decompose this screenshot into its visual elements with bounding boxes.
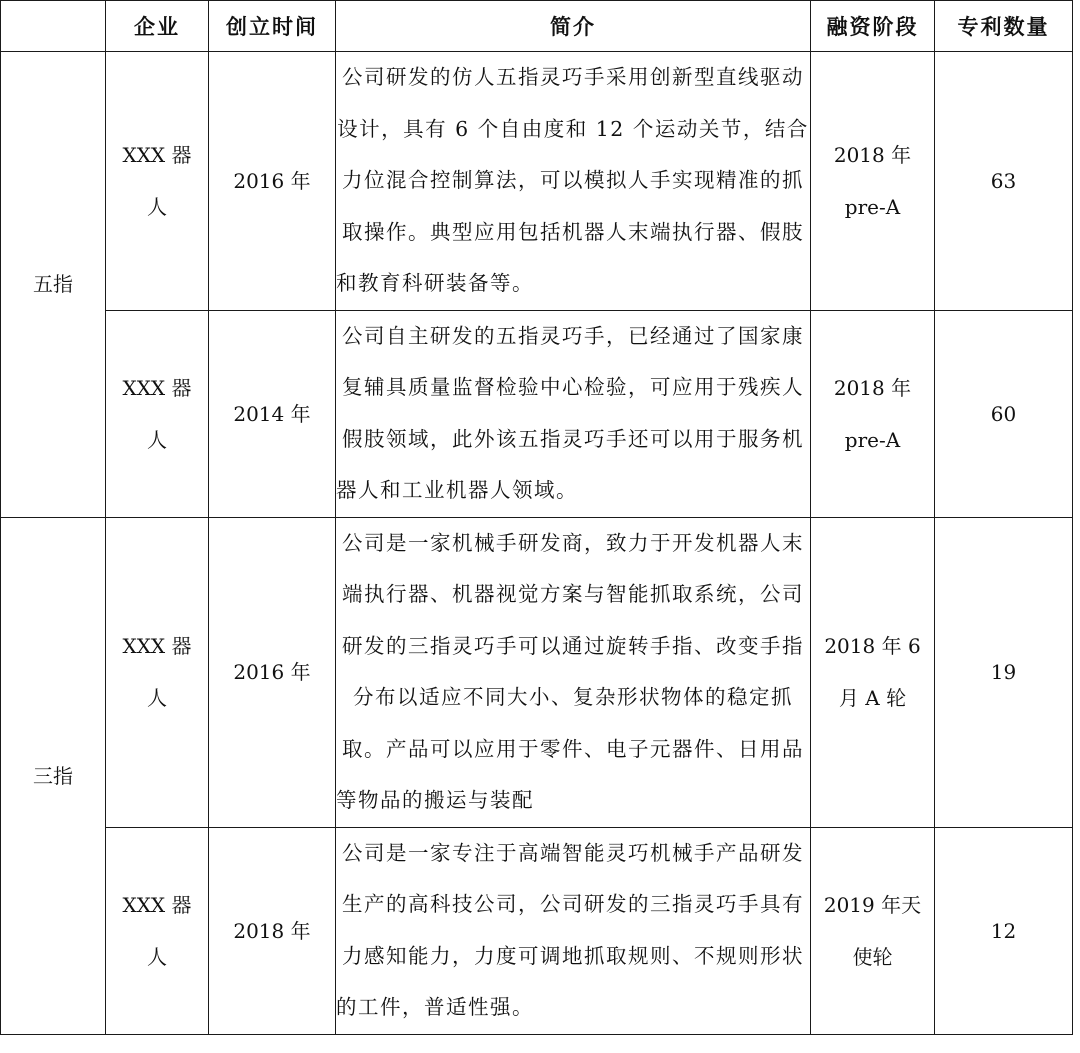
header-funding: 融资阶段 [811, 1, 935, 52]
company-name-line: 人 [147, 686, 167, 710]
patents-cell: 63 [935, 52, 1073, 311]
group-three-finger: 三指 [1, 517, 106, 1034]
funding-line: 2018 年 [833, 375, 912, 400]
company-cell [106, 517, 209, 827]
funding-line: 月 A 轮 [838, 686, 907, 710]
funding-cell [811, 52, 935, 311]
group-five-finger: 五指 [1, 52, 106, 518]
header-intro: 简介 [336, 1, 811, 52]
table-row [1, 52, 1073, 311]
funding-line: 2018 年 6 [824, 634, 921, 658]
funding-line: 使轮 [852, 944, 893, 969]
founded-cell: 2014 年 [209, 310, 336, 517]
company-cell [106, 827, 209, 1034]
table-row [1, 310, 1073, 517]
intro-cell: 公司自主研发的五指灵巧手，已经通过了国家康复辅具质量监督检验中心检验，可应用于残疾人假肢领域，此外该五指灵巧手还可以用于服务机器人和工业机器人领域。 [336, 310, 811, 517]
founded-cell: 2016 年 [209, 517, 336, 827]
company-name-line: XXX 器 [122, 634, 192, 658]
header-group [1, 1, 106, 52]
header-patents: 专利数量 [935, 1, 1073, 52]
funding-line: 2018 年 [833, 142, 912, 167]
funding-cell [811, 827, 935, 1034]
header-founded: 创立时间 [209, 1, 336, 52]
funding-cell [811, 310, 935, 517]
header-company: 企业 [106, 1, 209, 52]
table-row [1, 517, 1073, 827]
company-name-line: XXX 器 [122, 375, 192, 400]
founded-cell: 2018 年 [209, 827, 336, 1034]
company-name-line: 人 [147, 427, 167, 452]
header-row [1, 1, 1073, 52]
intro-cell: 公司是一家专注于高端智能灵巧机械手产品研发生产的高科技公司，公司研发的三指灵巧手具有力感知能力，力度可调地抓取规则、不规则形状的工件，普适性强。 [336, 827, 811, 1034]
patents-cell: 12 [935, 827, 1073, 1034]
patents-cell: 19 [935, 517, 1073, 827]
company-name-line: XXX 器 [122, 142, 192, 167]
company-name-line: XXX 器 [122, 892, 192, 917]
funding-line: 2019 年天 [823, 892, 922, 917]
founded-cell: 2016 年 [209, 52, 336, 311]
funding-line: pre-A [844, 194, 901, 219]
intro-cell: 公司研发的仿人五指灵巧手采用创新型直线驱动设计，具有 6 个自由度和 12 个运动关节，结合力位混合控制算法，可以模拟人手实现精准的抓取操作。典型应用包括机器人末端执行器、假肢和教育科研装备等。 [336, 52, 811, 311]
funding-line: pre-A [844, 427, 901, 452]
company-cell [106, 52, 209, 311]
company-cell [106, 310, 209, 517]
funding-cell [811, 517, 935, 827]
patents-cell: 60 [935, 310, 1073, 517]
company-name-line: 人 [147, 944, 167, 969]
intro-cell: 公司是一家机械手研发商，致力于开发机器人末端执行器、机器视觉方案与智能抓取系统，公司研发的三指灵巧手可以通过旋转手指、改变手指分布以适应不同大小、复杂形状物体的稳定抓取。产品可以应用于零件、电子元器件、日用品等物品的搬运与装配 [336, 517, 811, 827]
company-name-line: 人 [147, 194, 167, 219]
table-row [1, 827, 1073, 1034]
